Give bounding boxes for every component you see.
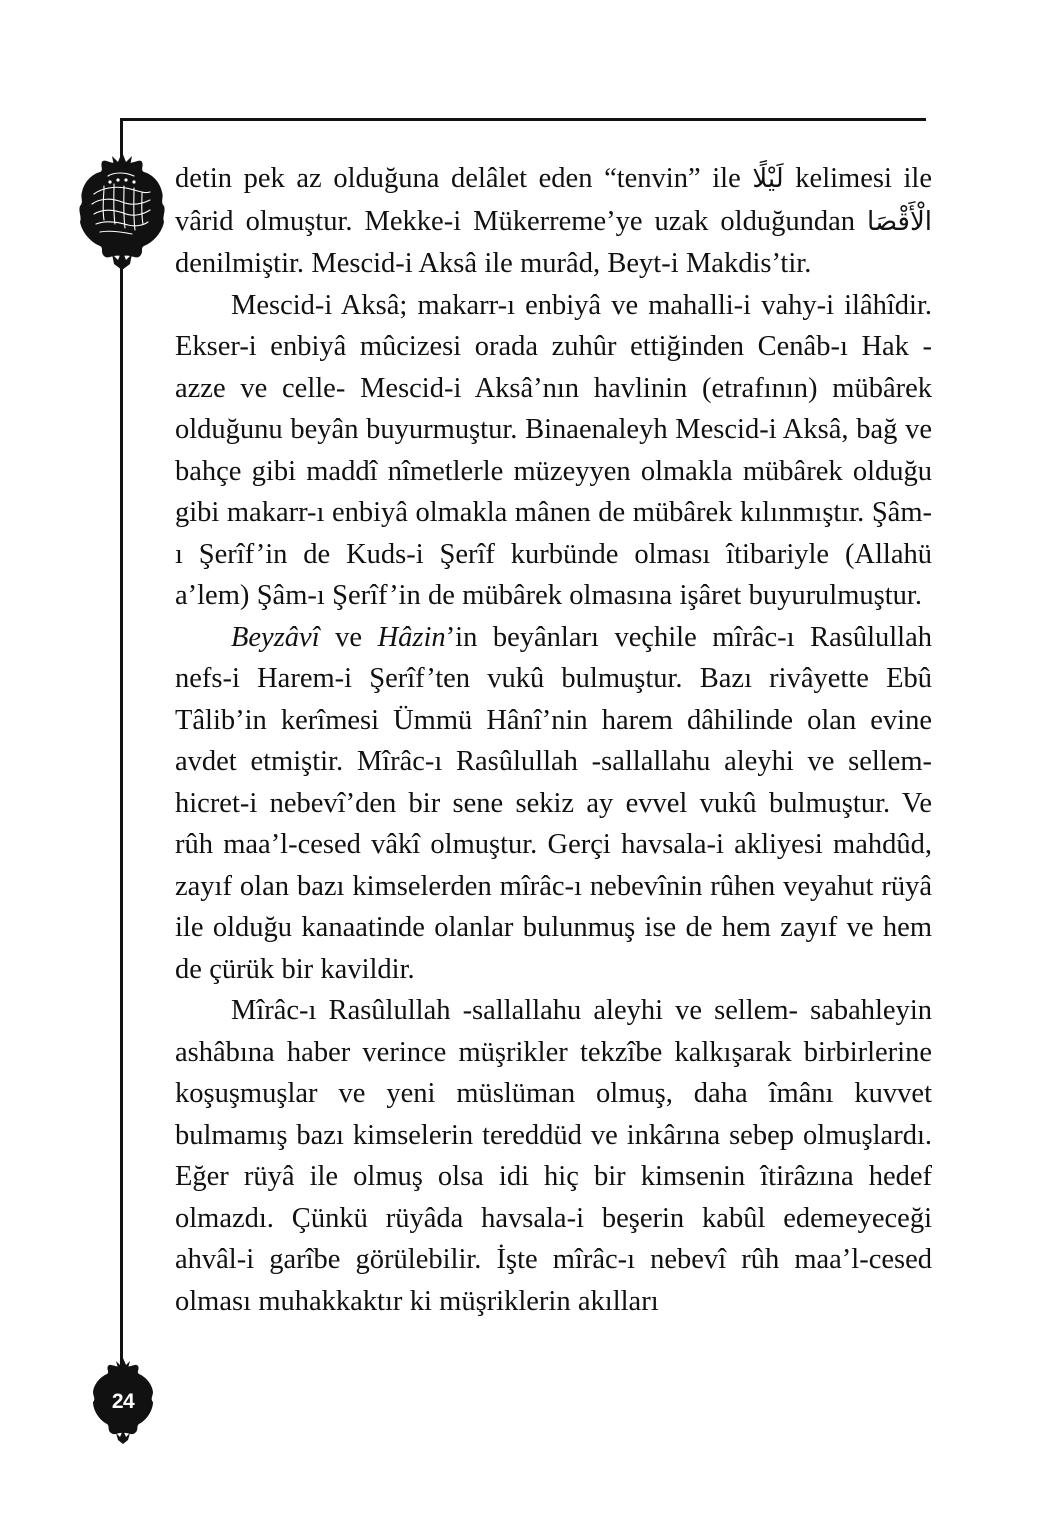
paragraph: detin pek az olduğuna delâlet eden “tenvin” ile لَيْلًا kelimesi ile vârid olmuştur. Mekke-i Mükerreme’ye uzak olduğundan الْأَقْصَا denilmiştir. Mescid-i Aksâ ile murâd, Beyt-i Makdis’tir. — [175, 163, 932, 279]
calligraphic-medallion-icon — [74, 152, 170, 270]
body-text-column — [175, 158, 932, 1322]
arabic-phrase: الْأَقْصَا — [867, 206, 932, 237]
frame-left-rule — [120, 118, 123, 1370]
emphasised-term: Beyzâvî — [231, 621, 320, 653]
page-number-medallion — [86, 1358, 160, 1444]
emphasised-term: Hâzin — [377, 621, 446, 653]
paragraph: Beyzâvî ve Hâzin’in beyânları veçhile mîrâc-ı Rasûlullah nefs-i Harem-i Şerîf’ten vukû bulmuştur. Bazı rivâyette Ebû Tâlib’in kerîmesi Ümmü Hânî’nin harem dâhilinde olan evine avdet etmiştir. Mîrâc-ı Rasûlullah -sallallahu aleyhi ve sellem- hicret-i nebevî’den bir sene sekiz ay evvel vukû bulmuştur. Ve rûh maa’l-cesed vâkî olmuştur. Gerçi havsala-i akliyesi mahdûd, zayıf olan bazı kimselerden mîrâc-ı nebevînin rûhen veyahut rüyâ ile olduğu kanaatinde olanlar bulunmuş ise de hem zayıf ve hem de çürük bir kavildir. — [175, 621, 932, 985]
arabic-phrase: لَيْلًا — [752, 164, 784, 194]
page-number: 24 — [111, 1389, 135, 1413]
paragraph: Mîrâc-ı Rasûlullah -sallallahu aleyhi ve sellem- sabahleyin ashâbına haber verince müşrikler tekzîbe kalkışarak birbirlerine koşuşmuşlar ve yeni müslüman olmuş, daha îmânı kuvvet bulmamış bazı kimselerin tereddüd ve inkârına sebep olmuşlardı. Eğer rüyâ ile olmuş olsa idi hiç bir kimsenin îtirâzına hedef olmazdı. Çünkü rüyâda havsala-i beşerin kabûl edemeyeceği ahvâl-i garîbe görülebilir. İşte mîrâc-ı nebevî rûh maa’l-cesed olması muhakkaktır ki müşriklerin akılları — [175, 995, 932, 1317]
frame-top-rule — [120, 118, 926, 121]
paragraph: Mescid-i Aksâ; makarr-ı enbiyâ ve mahalli-i vahy-i ilâhîdir. Ekser-i enbiyâ mûcizesi orada zuhûr ettiğinden Cenâb-ı Hak -azze ve celle- Mescid-i Aksâ’nın havlinin (etrafının) mübârek olduğunu beyân buyurmuştur. Binaenaleyh Mescid-i Aksâ, bağ ve bahçe gibi maddî nîmetlerle müzeyyen olmakla mübârek olduğu gibi makarr-ı enbiyâ olmakla mânen de mübârek kılınmıştır. Şâm-ı Şerîf’in de Kuds-i Şerîf kurbünde olması îtibariyle (Allahü a’lem) Şâm-ı Şerîf’in de mübârek olmasına işâret buyurulmuştur. — [175, 289, 932, 611]
